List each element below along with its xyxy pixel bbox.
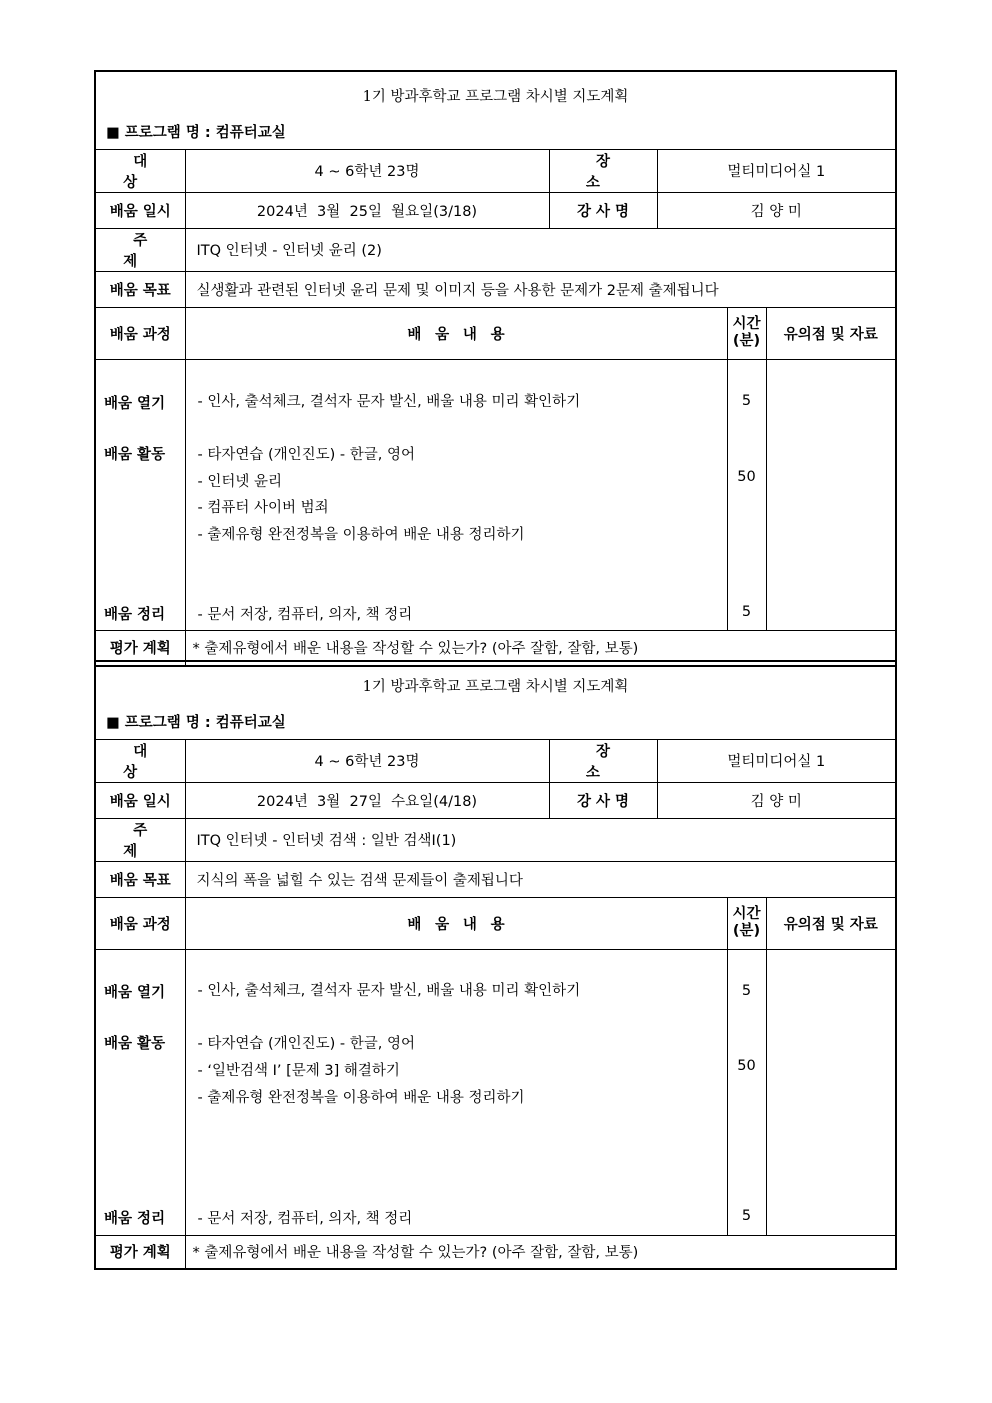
activity-item: - 타자연습 (개인진도) - 한글, 영어: [197, 1035, 416, 1052]
plan-title: 1기 방과후학교 프로그램 차시별 지도계획: [95, 661, 896, 705]
open-item: - 인사, 출석체크, 결석자 문자 발신, 배울 내용 미리 확인하기: [197, 982, 581, 999]
target-label: 대 상: [95, 149, 185, 192]
time-values: [727, 359, 766, 630]
lesson-content: [185, 949, 727, 1235]
activity-item: - ‘일반검색 Ⅰ’ [문제 3] 해결하기: [197, 1062, 400, 1079]
target-value: 4 ~ 6학년 23명: [185, 739, 549, 782]
notes-header: 유의점 및 자료: [766, 897, 896, 949]
process-steps: [95, 359, 185, 630]
lesson-plan-1: [94, 70, 897, 667]
step-activity: 배움 활동: [104, 1035, 166, 1052]
content-header: 배 움 내 용: [185, 307, 727, 359]
eval-label: 평가 계획: [95, 630, 185, 666]
eval-label: 평가 계획: [95, 1235, 185, 1269]
notes-header: 유의점 및 자료: [766, 307, 896, 359]
content-header: 배 움 내 용: [185, 897, 727, 949]
process-header: 배움 과정: [95, 307, 185, 359]
place-label: 장 소: [549, 149, 657, 192]
eval-value: * 출제유형에서 배운 내용을 작성할 수 있는가? (아주 잘함, 잘함, 보통): [185, 1235, 896, 1269]
process-steps: [95, 949, 185, 1235]
topic-value: ITQ 인터넷 - 인터넷 윤리 (2): [185, 228, 896, 271]
eval-value: * 출제유형에서 배운 내용을 작성할 수 있는가? (아주 잘함, 잘함, 보통): [185, 630, 896, 666]
date-value: 2024년 3월 25일 월요일(3/18): [185, 192, 549, 228]
time-close: 5: [741, 1207, 752, 1224]
goal-label: 배움 목표: [95, 861, 185, 897]
place-label: 장 소: [549, 739, 657, 782]
time-open: 5: [741, 392, 752, 409]
goal-value: 지식의 폭을 넓힐 수 있는 검색 문제들이 출제됩니다: [185, 861, 896, 897]
step-close: 배움 정리: [104, 606, 166, 623]
process-header: 배움 과정: [95, 897, 185, 949]
program-name: ■ 프로그램 명 : 컴퓨터교실: [95, 705, 896, 739]
topic-value: ITQ 인터넷 - 인터넷 검색 : 일반 검색Ⅰ(1): [185, 818, 896, 861]
lesson-plan-2: [94, 660, 897, 1270]
teacher-label: 강 사 명: [549, 192, 657, 228]
activity-item: - 타자연습 (개인진도) - 한글, 영어: [197, 446, 416, 463]
time-activity: 50: [737, 1057, 756, 1074]
time-activity: 50: [737, 468, 756, 485]
step-close: 배움 정리: [104, 1210, 166, 1227]
goal-value: 실생활과 관련된 인터넷 윤리 문제 및 이미지 등을 사용한 문제가 2문제 출제됩니다: [185, 271, 896, 307]
time-header: 시간 (분): [727, 897, 766, 949]
topic-label: 주 제: [95, 228, 185, 271]
teacher-label: 강 사 명: [549, 782, 657, 818]
goal-label: 배움 목표: [95, 271, 185, 307]
time-close: 5: [741, 603, 752, 620]
topic-label: 주 제: [95, 818, 185, 861]
target-label: 대 상: [95, 739, 185, 782]
target-value: 4 ~ 6학년 23명: [185, 149, 549, 192]
activity-item: - 출제유형 완전정복을 이용하여 배운 내용 정리하기: [197, 526, 525, 543]
step-activity: 배움 활동: [104, 446, 166, 463]
close-item: - 문서 저장, 컴퓨터, 의자, 책 정리: [197, 1210, 413, 1227]
date-value: 2024년 3월 27일 수요일(4/18): [185, 782, 549, 818]
time-open: 5: [741, 982, 752, 999]
place-value: 멀티미디어실 1: [657, 149, 896, 192]
step-open: 배움 열기: [104, 395, 166, 412]
time-values: [727, 949, 766, 1235]
plan-title: 1기 방과후학교 프로그램 차시별 지도계획: [95, 71, 896, 115]
lesson-content: [185, 359, 727, 630]
time-header: 시간 (분): [727, 307, 766, 359]
activity-item: - 컴퓨터 사이버 범죄: [197, 499, 329, 516]
step-open: 배움 열기: [104, 984, 166, 1001]
notes-cell: [766, 359, 896, 630]
teacher-value: 김 양 미: [657, 192, 896, 228]
program-name: ■ 프로그램 명 : 컴퓨터교실: [95, 115, 896, 149]
activity-item: - 인터넷 윤리: [197, 473, 282, 490]
close-item: - 문서 저장, 컴퓨터, 의자, 책 정리: [197, 606, 413, 623]
notes-cell: [766, 949, 896, 1235]
date-label: 배움 일시: [95, 192, 185, 228]
date-label: 배움 일시: [95, 782, 185, 818]
open-item: - 인사, 출석체크, 결석자 문자 발신, 배울 내용 미리 확인하기: [197, 393, 581, 410]
teacher-value: 김 양 미: [657, 782, 896, 818]
activity-item: - 출제유형 완전정복을 이용하여 배운 내용 정리하기: [197, 1089, 525, 1106]
place-value: 멀티미디어실 1: [657, 739, 896, 782]
